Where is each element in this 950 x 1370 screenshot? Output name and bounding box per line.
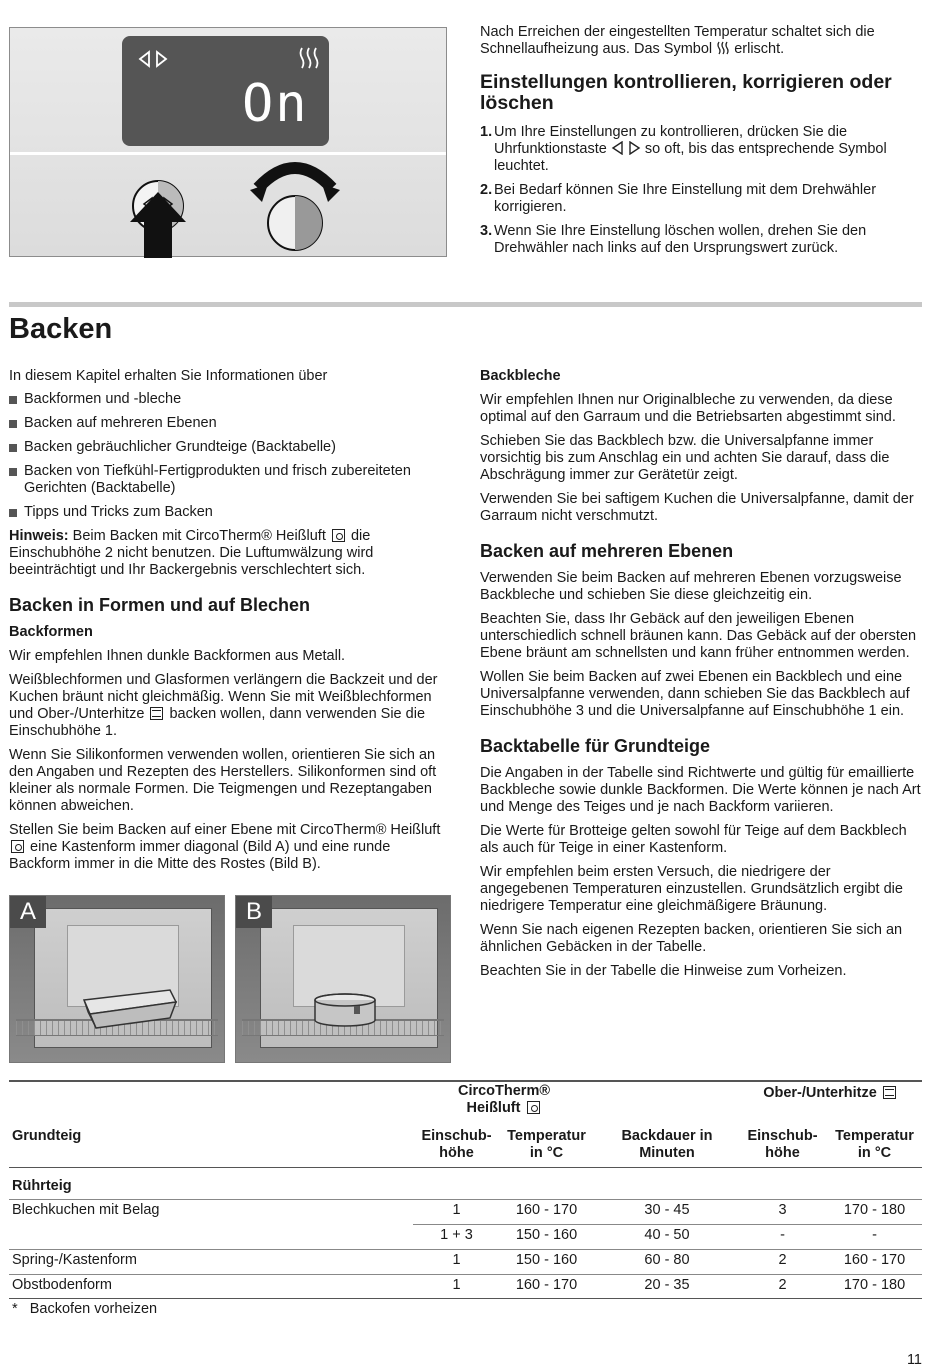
paragraph: Wenn Sie nach eigenen Rezepten backen, orientieren Sie sich an ähnlichen Gebäcken in der Tabelle. xyxy=(480,922,903,955)
display-panel xyxy=(122,36,329,146)
paragraph: Wir empfehlen beim ersten Versuch, die niedrigere der angegebenen Temperaturen einzustellen. Grundsätzlich ergibt die niedrigere Temperatur eine gleichmäßigere Bräunung. xyxy=(480,864,903,914)
paragraph: Die Werte für Brotteige gelten sowohl für Teige auf dem Backblech als auch für Teige in einer Kastenform. xyxy=(480,823,907,856)
paragraph: Stellen Sie beim Backen auf einer Ebene mit CircoTherm® Heißluft eine Kastenform immer diagonal (Bild A) und eine runde Backform immer in die Mitte des Rostes (Bild B). xyxy=(9,822,441,872)
clock-key-icon xyxy=(138,50,168,68)
right-column xyxy=(480,368,922,987)
column-header-temp-ou: Temperatur in °C xyxy=(835,1128,914,1161)
heading-baking-table: Backtabelle für Grundteige xyxy=(480,736,711,756)
rapid-heat-note: Nach Erreichen der eingestellten Temperatur schaltet sich die Schnellaufheizung aus. Das Symbol erlischt. xyxy=(480,24,875,57)
column-header-backdauer: Backdauer in Minuten xyxy=(621,1128,713,1161)
list-item: Backen auf mehreren Ebenen xyxy=(9,415,451,432)
heading-forms: Backen in Formen und auf Blechen xyxy=(9,595,311,615)
list-item: Tipps und Tricks zum Backen xyxy=(9,504,451,521)
table-rule xyxy=(413,1224,922,1225)
oven-image-a xyxy=(9,895,225,1063)
paragraph: Wollen Sie beim Backen auf zwei Ebenen ein Backblech und eine Universalpfanne verwenden, dann schieben Sie das Backblech auf Einschubhöhe 3 und die Universalpfanne auf Einschubhöhe 1 ein. xyxy=(480,669,910,719)
top-bottom-heat-icon xyxy=(150,707,163,720)
paragraph: Weißblechformen und Glasformen verlängern die Backzeit und der Kuchen bräunt nicht gleichmäßig. Wenn Sie mit Weißblechformen und Ober-/Unterhitze backen wollen, dann verwenden Sie die Einschubhöhe 1. xyxy=(9,672,438,739)
left-column xyxy=(9,368,451,880)
top-bottom-heat-icon xyxy=(883,1086,896,1099)
hint-paragraph: Hinweis: Beim Backen mit CircoTherm® Heißluft die Einschubhöhe 2 nicht benutzen. Die Luftumwälzung wird beeinträchtigt und Ihr Backergebnis verschlechtert sich. xyxy=(9,528,374,578)
page-number: 11 xyxy=(906,1352,922,1368)
control-panel-illustration xyxy=(9,27,447,257)
loaf-pan-illustration xyxy=(78,988,178,1030)
list-item: Backen gebräuchlicher Grundteige (Backtabelle) xyxy=(9,439,451,456)
springform-pan-illustration xyxy=(310,992,380,1030)
paragraph: Die Angaben in der Tabelle sind Richtwerte und gültig für emaillierte Backbleche sowie dunkle Backformen. Die Werte können je nach Art und Menge des Teiges und je nach Backform variieren. xyxy=(480,765,921,815)
paragraph: Wir empfehlen Ihnen nur Originalbleche zu verwenden, da diese optimal auf den Garraum und die Betriebsarten abgestimmt sind. xyxy=(480,392,896,425)
panel-divider-line xyxy=(10,152,446,155)
column-header-temp-circo: Temperatur in °C xyxy=(507,1128,586,1161)
oven-image-b xyxy=(235,895,451,1063)
top-text-column xyxy=(480,24,920,264)
settings-steps xyxy=(480,124,920,257)
chapter-divider xyxy=(9,302,922,307)
heading-multiple-levels: Backen auf mehreren Ebenen xyxy=(480,541,734,561)
column-header-einschub-ou: Einschub- höhe xyxy=(747,1128,818,1161)
subheading-backformen: Backformen xyxy=(9,624,93,640)
display-readout: On xyxy=(242,74,309,134)
clock-key-icon xyxy=(611,141,641,155)
group-header-top-bottom-heat: Ober-/Unterhitze xyxy=(739,1085,922,1102)
chapter-intro: In diesem Kapitel erhalten Sie Informationen über xyxy=(9,368,328,384)
image-label: B xyxy=(236,896,272,928)
hot-air-fan-icon xyxy=(11,840,24,853)
step-item: 1. Um Ihre Einstellungen zu kontrollieren, drücken Sie die Uhrfunktionstaste so oft, bis das entsprechende Symbol leuchtet. xyxy=(480,124,887,174)
table-bottom-rule xyxy=(9,1298,922,1299)
hot-air-fan-icon xyxy=(332,529,345,542)
table-footnote: * Backofen vorheizen xyxy=(12,1301,158,1317)
table-section-label: Rührteig xyxy=(12,1178,72,1194)
paragraph: Verwenden Sie bei saftigem Kuchen die Universalpfanne, damit der Garraum nicht verschmutzt. xyxy=(480,491,914,524)
column-header-einschub-circo: Einschub- höhe xyxy=(421,1128,492,1161)
column-header-grundteig: Grundteig xyxy=(12,1128,82,1144)
chapter-topics-list xyxy=(9,391,451,521)
clock-button-press-illustration xyxy=(128,178,188,258)
heading-settings: Einstellungen kontrollieren, korrigieren oder löschen xyxy=(480,71,892,114)
list-item: Backen von Tiefkühl-Fertigprodukten und frisch zubereiteten Gerichten (Backtabelle) xyxy=(9,463,451,497)
table-top-rule xyxy=(9,1080,922,1082)
step-item: 3. Wenn Sie Ihre Einstellung löschen wollen, drehen Sie den Drehwähler nach links auf den Ursprungswert zurück. xyxy=(480,223,867,256)
paragraph: Schieben Sie das Backblech bzw. die Universalpfanne immer vorsichtig bis zum Anschlag ein und achten Sie darauf, dass die Abschrägung immer zur Gerätetür zeigt. xyxy=(480,433,890,483)
group-header-circotherm: CircoTherm® Heißluft xyxy=(457,1083,551,1116)
hot-air-fan-icon xyxy=(527,1101,540,1114)
step-item: 2. Bei Bedarf können Sie Ihre Einstellung mit dem Drehwähler korrigieren. xyxy=(480,182,877,215)
paragraph: Beachten Sie in der Tabelle die Hinweise zum Vorheizen. xyxy=(480,963,847,979)
rotary-knob-illustration xyxy=(250,148,340,253)
paragraph: Wir empfehlen Ihnen dunkle Backformen aus Metall. xyxy=(9,648,346,664)
table-rule xyxy=(9,1249,922,1250)
chapter-title: Backen xyxy=(9,313,113,345)
paragraph: Verwenden Sie beim Backen auf mehreren Ebenen vorzugsweise Backbleche und schieben Sie diese gleichzeitig ein. xyxy=(480,570,902,603)
table-rule xyxy=(9,1274,922,1275)
hint-label: Hinweis: xyxy=(9,528,69,544)
list-item: Backformen und -bleche xyxy=(9,391,451,408)
table-header-rule xyxy=(9,1167,922,1168)
rapid-heat-icon xyxy=(298,46,320,70)
image-label: A xyxy=(10,896,46,928)
paragraph: Beachten Sie, dass Ihr Gebäck auf den jeweiligen Ebenen unterschiedlich schnell bräunen kann. Das Gebäck auf der obersten Ebene bräunt am schnellsten und kann früher entnommen werden. xyxy=(480,611,917,661)
paragraph: Wenn Sie Silikonformen verwenden wollen, orientieren Sie sich an den Angaben und Rezepten des Herstellers. Silikonformen sind oft kleiner als normale Formen. Die Teigmengen und Rezeptangaben können abweichen. xyxy=(9,747,437,814)
rapid-heat-icon xyxy=(716,41,730,55)
table-rule xyxy=(9,1199,922,1200)
subheading-backbleche: Backbleche xyxy=(480,368,561,384)
